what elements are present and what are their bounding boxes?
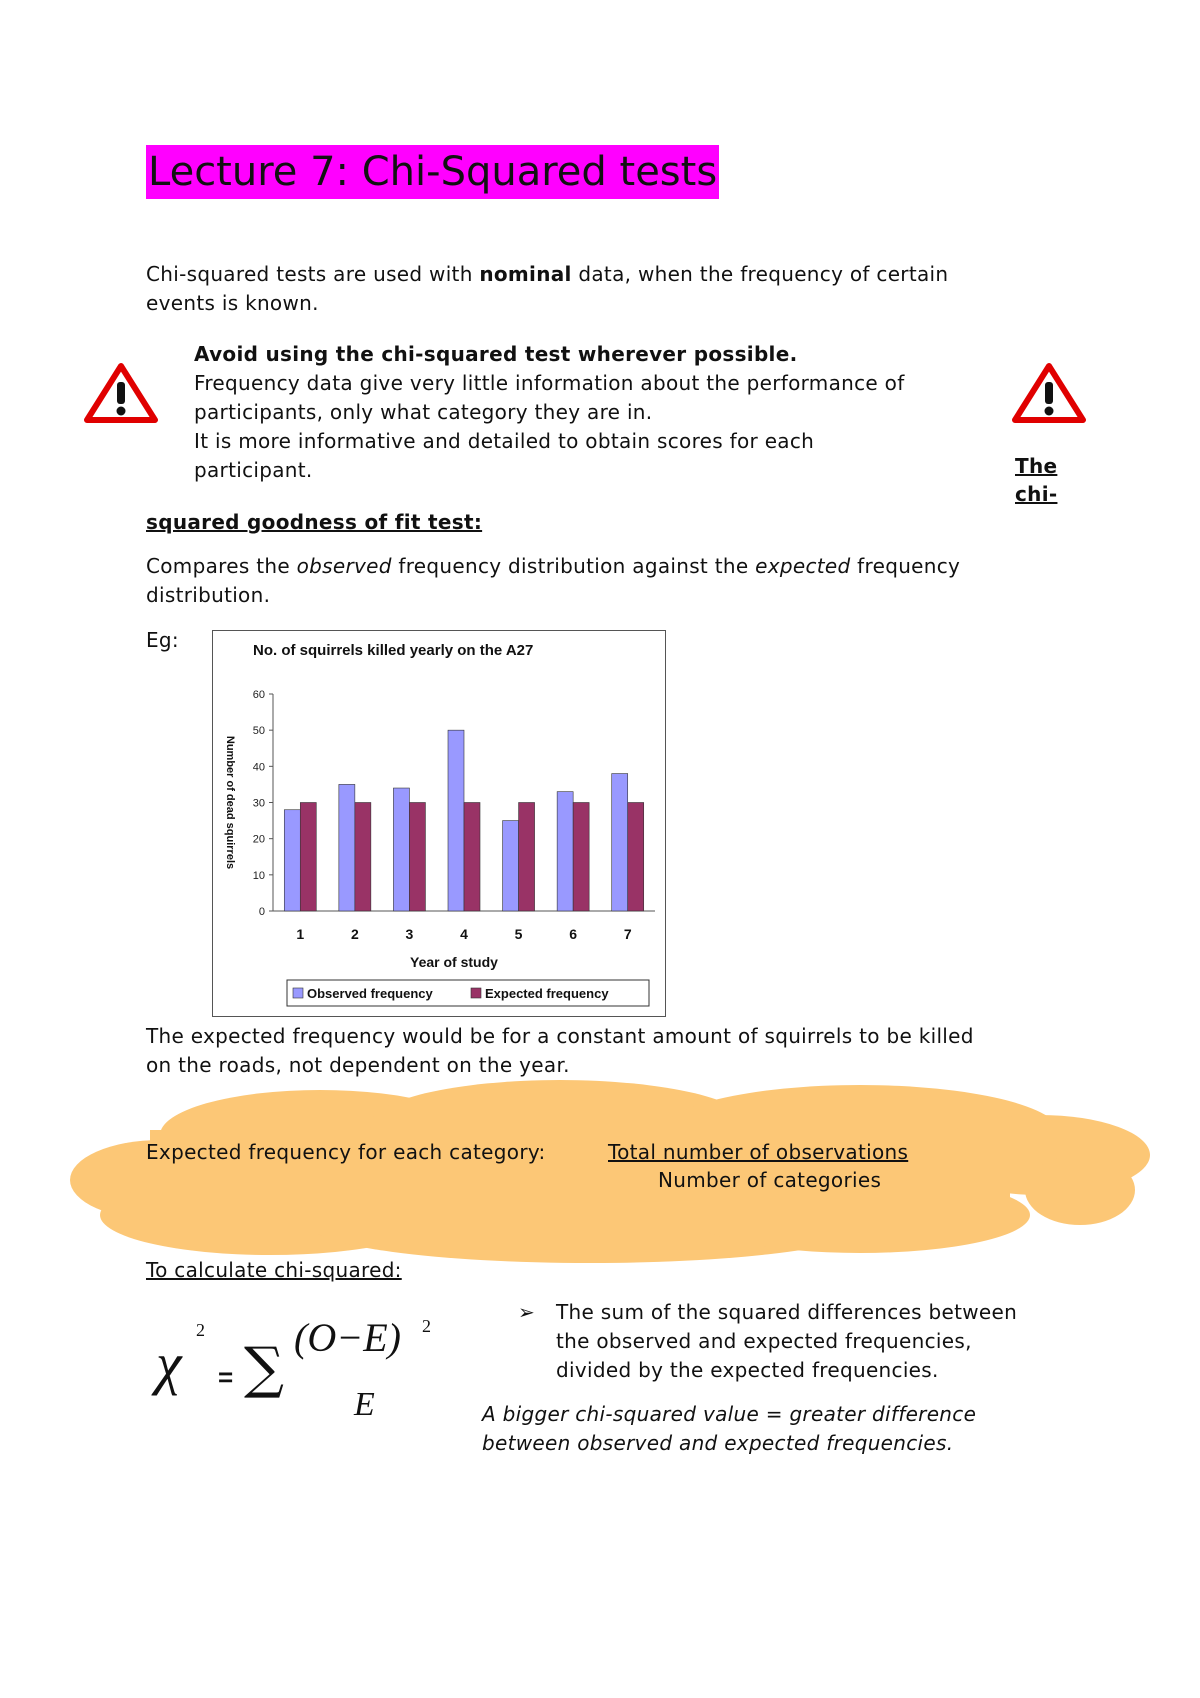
x-tick-label: 7 bbox=[623, 926, 632, 942]
intro-bold-nominal: nominal bbox=[479, 262, 572, 286]
compares-text: frequency distribution against the bbox=[391, 554, 756, 578]
section-heading-part: chi- bbox=[1015, 482, 1058, 506]
bar-expected bbox=[573, 803, 589, 912]
expected-line: The expected frequency would be for a constant amount of squirrels to be killed bbox=[146, 1024, 974, 1048]
bar-expected bbox=[519, 803, 535, 912]
legend-label: Expected frequency bbox=[485, 986, 609, 1001]
bar-observed bbox=[448, 730, 464, 911]
y-tick-label: 40 bbox=[252, 761, 265, 774]
bar-chart bbox=[213, 631, 665, 1016]
legend-swatch bbox=[471, 988, 481, 998]
note-line: A bigger chi-squared value = greater difference bbox=[482, 1402, 977, 1426]
bar-expected bbox=[464, 803, 480, 912]
calc-heading: To calculate chi-squared: bbox=[146, 1258, 402, 1282]
warning-icon bbox=[1012, 362, 1086, 424]
warning-box bbox=[194, 340, 994, 482]
compares-text: Compares the bbox=[146, 554, 297, 578]
y-tick-label: 60 bbox=[252, 689, 265, 701]
expected-line: on the roads, not dependent on the year. bbox=[146, 1053, 570, 1077]
formula-numerator: (O−E) bbox=[294, 1315, 401, 1360]
warning-line: participants, only what category they are in. bbox=[194, 400, 653, 424]
y-tick-label: 50 bbox=[252, 725, 265, 738]
bar-observed bbox=[393, 788, 409, 911]
cloud-label: Expected frequency for each category: bbox=[146, 1140, 546, 1164]
formula-denominator: E bbox=[354, 1386, 375, 1423]
cloud-denominator: Number of categories bbox=[658, 1168, 882, 1192]
intro-text-3: events is known. bbox=[146, 291, 319, 315]
x-tick-label: 1 bbox=[296, 926, 305, 942]
bar-observed bbox=[339, 784, 355, 911]
bar-expected bbox=[355, 803, 371, 912]
bar-observed bbox=[284, 810, 300, 911]
bar-observed bbox=[503, 821, 519, 911]
section-heading: squared goodness of fit test: bbox=[146, 510, 483, 534]
y-axis-label: Number of dead squirrels bbox=[224, 735, 236, 870]
y-tick-label: 30 bbox=[252, 797, 265, 810]
bullet-line: the observed and expected frequencies, bbox=[556, 1329, 972, 1353]
intro-text-1: Chi-squared tests are used with bbox=[146, 262, 480, 286]
cloud-shape bbox=[40, 1075, 1140, 1265]
bar-observed bbox=[612, 774, 628, 911]
y-tick-label: 0 bbox=[258, 906, 265, 918]
x-tick-label: 5 bbox=[514, 926, 523, 942]
x-tick-label: 3 bbox=[405, 926, 414, 942]
formula-chi-exponent: 2 bbox=[196, 1320, 205, 1340]
warning-heading: Avoid using the chi-squared test wherever possible. bbox=[194, 342, 798, 366]
intro-paragraph bbox=[146, 260, 1046, 318]
compares-observed: observed bbox=[296, 554, 392, 578]
bullet-text bbox=[556, 1298, 1116, 1385]
chi-squared-formula bbox=[150, 1300, 450, 1440]
warning-icon bbox=[84, 362, 158, 424]
x-axis-label: Year of study bbox=[410, 954, 498, 970]
expected-paragraph bbox=[146, 1022, 1086, 1080]
x-tick-label: 4 bbox=[460, 926, 468, 942]
x-tick-label: 6 bbox=[569, 926, 578, 942]
legend-swatch bbox=[293, 988, 303, 998]
eg-label: Eg: bbox=[146, 628, 179, 652]
compares-text: frequency bbox=[850, 554, 961, 578]
warning-line: participant. bbox=[194, 458, 313, 482]
compares-expected: expected bbox=[755, 554, 851, 578]
formula-sigma: ∑ bbox=[244, 1336, 284, 1401]
formula-chi: χ bbox=[156, 1331, 182, 1396]
bar-observed bbox=[557, 792, 573, 911]
y-tick-label: 10 bbox=[252, 869, 265, 882]
bar-expected bbox=[409, 803, 425, 912]
bullet-line: divided by the expected frequencies. bbox=[556, 1358, 939, 1382]
bar-expected bbox=[628, 803, 644, 912]
bullet-arrow-icon: ➢ bbox=[518, 1300, 536, 1324]
formula-numerator-exponent: 2 bbox=[422, 1316, 431, 1336]
y-tick-label: 20 bbox=[252, 833, 265, 846]
legend-label: Observed frequency bbox=[307, 986, 433, 1001]
section-heading-part: The bbox=[1015, 454, 1058, 478]
x-tick-label: 2 bbox=[350, 926, 359, 942]
note-line: between observed and expected frequencies. bbox=[482, 1431, 954, 1455]
chart-container bbox=[212, 630, 666, 1017]
intro-text-2: data, when the frequency of certain bbox=[571, 262, 949, 286]
formula-equals: = bbox=[218, 1362, 234, 1392]
warning-line: It is more informative and detailed to obtain scores for each bbox=[194, 429, 815, 453]
bullet-line: The sum of the squared differences between bbox=[556, 1300, 1018, 1324]
compares-text: distribution. bbox=[146, 583, 271, 607]
page-title: Lecture 7: Chi-Squared tests bbox=[146, 145, 719, 199]
warning-line: Frequency data give very little information about the performance of bbox=[194, 371, 905, 395]
chart-title: No. of squirrels killed yearly on the A27 bbox=[253, 642, 534, 659]
note-paragraph bbox=[482, 1400, 1122, 1458]
cloud-numerator: Total number of observations bbox=[608, 1140, 909, 1164]
bar-expected bbox=[300, 803, 316, 912]
compares-paragraph bbox=[146, 552, 1046, 610]
